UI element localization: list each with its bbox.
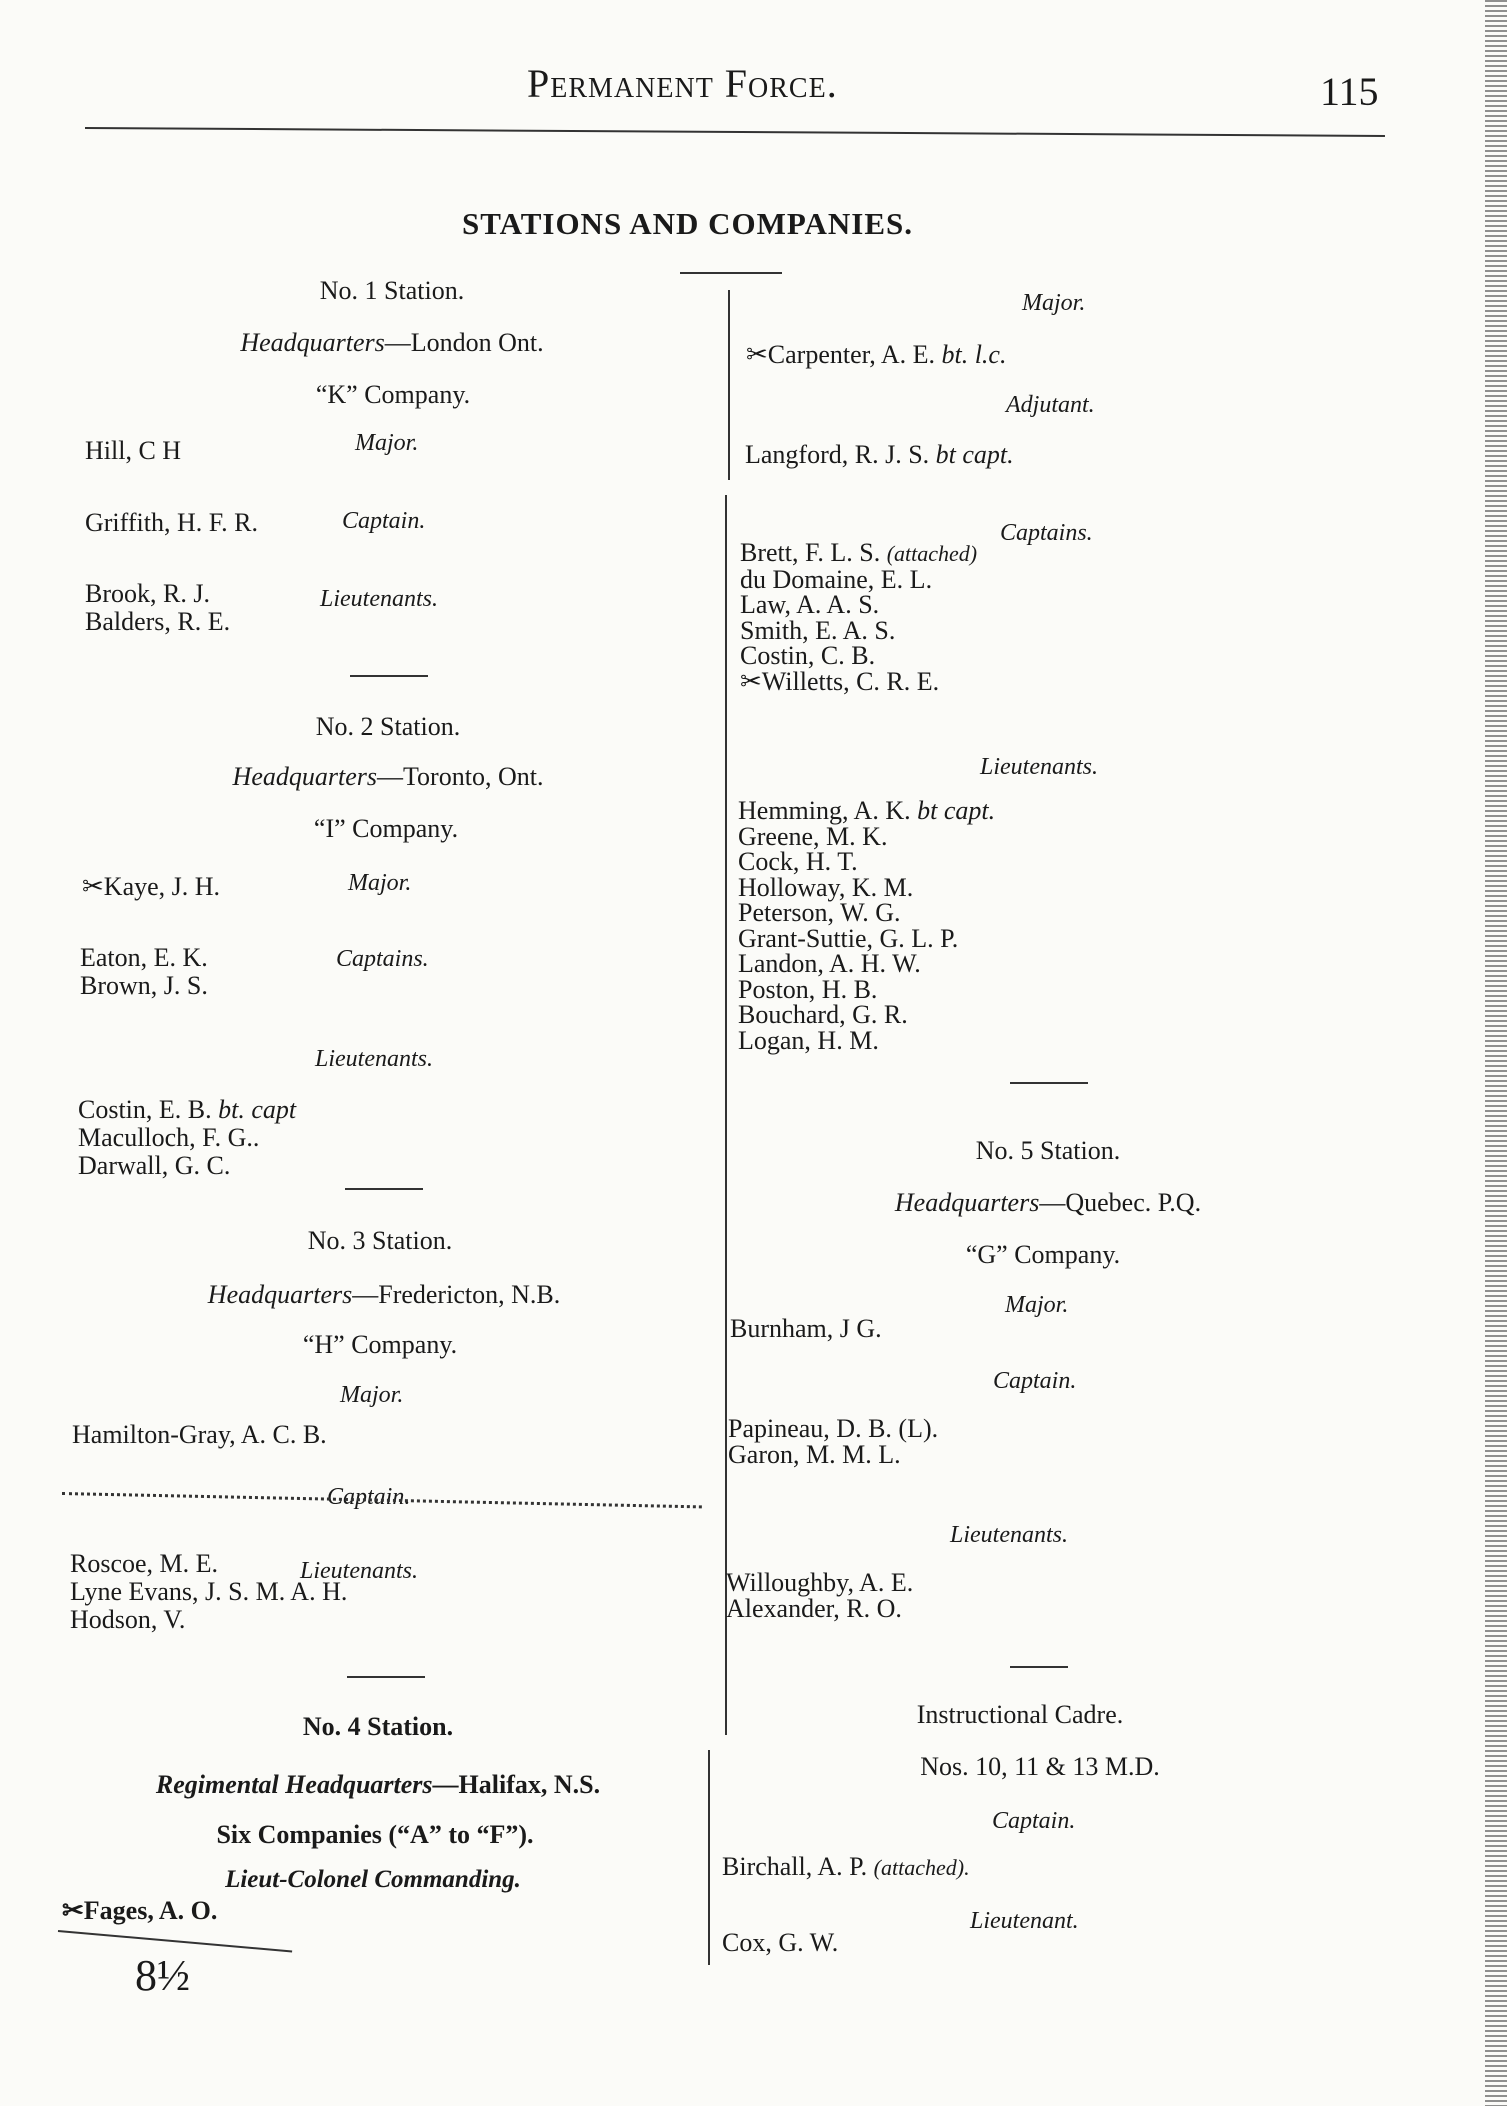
officer-name: du Domaine, E. L. [740, 564, 933, 594]
officer-name: Willetts, C. R. E. [761, 666, 940, 696]
rank-heading: Lieutenants. [980, 754, 1098, 780]
rank-heading: Adjutant. [1006, 392, 1095, 418]
page-binding-edge [1485, 0, 1507, 2106]
signature-mark: 8½ [135, 1951, 190, 2000]
section-rule [1010, 1082, 1088, 1084]
officer-name: Peterson, W. G. [738, 898, 901, 927]
officer-name: Hill, C H [85, 436, 182, 465]
officer-name: Brook, R. J. [85, 579, 210, 608]
officer-name: Costin, E. B. [78, 1095, 212, 1124]
officer-list [78, 1096, 296, 1180]
company-name: “G” Company. [965, 1240, 1121, 1269]
officer-name: Kaye, J. H. [103, 872, 221, 901]
officer-name: Birchall, A. P. [722, 1852, 868, 1881]
officer-name: Poston, H. B. [738, 974, 878, 1004]
officer-name: Holloway, K. M. [738, 872, 914, 902]
column-divider [708, 1750, 710, 1965]
section-rule [345, 1188, 423, 1190]
officer-entry: Birchall, A. P. (attached). [722, 1852, 970, 1881]
officer-name: Balders, R. E. [85, 607, 231, 636]
station-title: No. 4 Station. [302, 1712, 454, 1741]
officer-entry [62, 1896, 217, 1926]
officer-list: Hemming, A. K. bt capt. Greene, M. K. Cock, H. T. Holloway, K. M. Peterson, W. G. Grant-Suttie, G. L. P. Landon, A. H. W. Poston, H. B. Bouchard, G. R. Logan, H. M. [738, 796, 996, 1055]
officer-name: Cox, G. W. [722, 1928, 839, 1957]
rank-heading: Major. [340, 1382, 404, 1408]
rank-heading: Captains. [336, 946, 429, 972]
officer-entry [82, 872, 220, 902]
officer-name: Darwall, G. C. [78, 1151, 231, 1180]
page-number: 115 [1320, 69, 1379, 114]
rank-heading: Lieutenants. [950, 1522, 1068, 1548]
officer-name: Logan, H. M. [738, 1025, 879, 1055]
company-name: “H” Company. [302, 1330, 458, 1359]
officer-name: Hemming, A. K. [738, 796, 911, 825]
officer-list [85, 580, 230, 636]
officer-name: Bouchard, G. R. [738, 1000, 908, 1029]
rank-heading: Captain. [992, 1808, 1076, 1834]
officer-name: Brown, J. S. [80, 971, 208, 1000]
officer-entry: Langford, R. J. S. bt capt. [745, 440, 1014, 469]
brevet-note: bt. capt [218, 1095, 297, 1124]
rank-heading: Captain. [327, 1484, 411, 1510]
officer-list: Brett, F. L. S. (attached) du Domaine, E. L. Law, A. A. S. Smith, E. A. S. Costin, C. B. ✂Willetts, C. R. E. [740, 538, 978, 696]
officer-name: Hodson, V. [70, 1605, 186, 1634]
officer-name: Alexander, R. O. [726, 1594, 902, 1623]
rank-heading: Captain. [993, 1368, 1077, 1394]
section-rule [347, 1676, 425, 1678]
headquarters: Headquarters—Fredericton, N.B. [207, 1280, 561, 1309]
headquarters: Headquarters—London Ont. [240, 328, 544, 357]
officer-list [728, 1416, 938, 1468]
section-title: STATIONS AND COMPANIES. [462, 206, 914, 241]
headquarters: Headquarters—Quebec. P.Q. [894, 1188, 1202, 1217]
station-title: No. 2 Station. [315, 712, 461, 741]
headquarters: Headquarters—Toronto, Ont. [232, 762, 544, 791]
rank-heading: Lieutenants. [320, 586, 438, 612]
officer-name: Langford, R. J. S. [745, 440, 930, 469]
rank-heading: Major. [355, 430, 419, 456]
officer-name: Landon, A. H. W. [738, 949, 921, 978]
officer-name: Law, A. A. S. [740, 590, 880, 619]
rank-heading: Major. [1022, 290, 1086, 316]
officer-name: Garon, M. M. L. [728, 1440, 901, 1469]
officer-name: Maculloch, F. G.. [78, 1123, 260, 1152]
officer-name: Fages, A. O. [83, 1896, 218, 1925]
officer-name: Hamilton-Gray, A. C. B. [72, 1420, 327, 1449]
officer-name: Roscoe, M. E. [70, 1549, 219, 1578]
officer-name: Smith, E. A. S. [740, 615, 896, 645]
officer-name: Willoughby, A. E. [726, 1568, 914, 1597]
station-title: No. 3 Station. [307, 1226, 453, 1255]
officer-name: Griffith, H. F. R. [85, 508, 258, 537]
swords-crossed-icon: ✂ [62, 1896, 84, 1925]
title-rule [680, 272, 782, 274]
officer-name: Lyne Evans, J. S. M. A. H. [70, 1577, 348, 1606]
company-name: “I” Company. [313, 814, 459, 843]
officer-name: Grant-Suttie, G. L. P. [738, 923, 959, 953]
rank-heading: Captains. [1000, 520, 1093, 546]
officer-name: Papineau, D. B. (L). [728, 1414, 939, 1443]
rank-heading: Lieutenant. [970, 1908, 1079, 1934]
officer-name: Brett, F. L. S. [740, 538, 881, 567]
officer-list [80, 944, 208, 1000]
companies-range: Six Companies (“A” to “F”). [216, 1820, 534, 1849]
rank-heading: Captain. [342, 508, 426, 534]
cadre-title: Instructional Cadre. [916, 1700, 1124, 1729]
swords-crossed-icon: ✂ [740, 666, 762, 696]
headquarters: Regimental Headquarters—Halifax, N.S. [155, 1770, 601, 1799]
section-rule [1010, 1666, 1068, 1668]
station-title: No. 1 Station. [319, 276, 465, 305]
section-rule [350, 675, 428, 677]
rank-heading: Lieutenants. [315, 1046, 433, 1072]
rank-heading: Lieutenants. [300, 1558, 418, 1584]
cadre-districts: Nos. 10, 11 & 13 M.D. [920, 1752, 1160, 1781]
officer-name: Greene, M. K. [738, 821, 888, 851]
officer-name: Carpenter, A. E. [767, 340, 935, 369]
rank-heading: Major. [1005, 1292, 1069, 1318]
company-name: “K” Company. [315, 380, 471, 409]
officer-name: Eaton, E. K. [80, 943, 208, 972]
running-title: Permanent Force. [527, 61, 838, 106]
officer-list [70, 1550, 347, 1634]
station-title: No. 5 Station. [975, 1136, 1121, 1165]
swords-crossed-icon: ✂ [82, 872, 104, 901]
swords-crossed-icon: ✂ [746, 340, 768, 369]
officer-entry: ✂Carpenter, A. E. bt. l.c. [746, 340, 1007, 369]
header-rule [85, 127, 1385, 137]
rank-heading: Major. [348, 870, 412, 896]
officer-name: Costin, C. B. [740, 641, 876, 670]
officer-name: Cock, H. T. [738, 847, 858, 876]
officer-name: Burnham, J G. [730, 1314, 882, 1343]
officer-list [726, 1570, 913, 1622]
column-divider [725, 495, 727, 1735]
rank-heading: Lieut-Colonel Commanding. [225, 1866, 521, 1893]
column-divider [728, 290, 730, 480]
